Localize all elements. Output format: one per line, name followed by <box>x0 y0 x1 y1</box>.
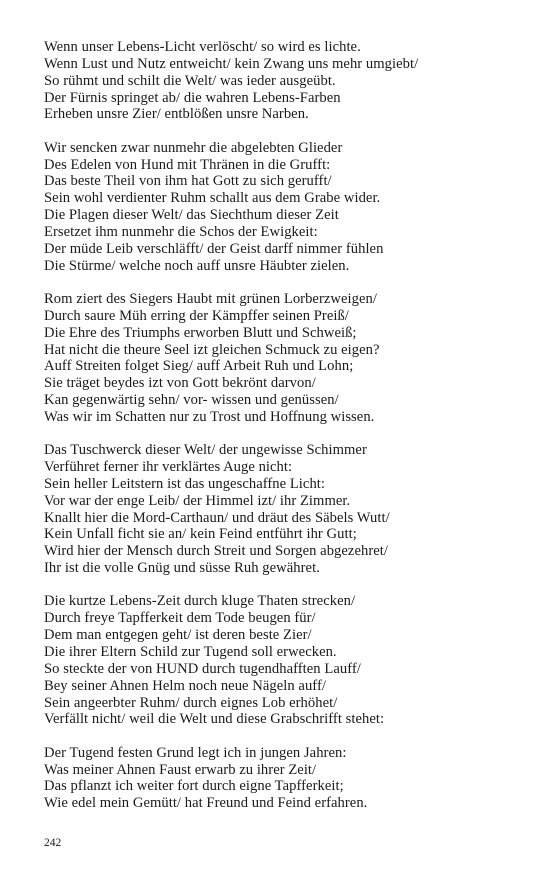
verse-line: Der Tugend festen Grund legt ich in jungen Jahren: <box>44 744 347 761</box>
verse-line: Was wir im Schatten nur zu Trost und Hoffnung wissen. <box>44 408 375 425</box>
stanza-4 <box>44 442 514 577</box>
verse-line: Verführet ferner ihr verklärtes Auge nicht: <box>44 459 293 476</box>
verse-line: Bey seiner Ahnen Helm noch neue Nägeln auff/ <box>44 677 326 694</box>
stanza-6 <box>44 745 514 812</box>
verse-line: Kein Unfall ficht sie an/ kein Feind entführt ihr Gutt; <box>44 526 357 543</box>
verse-line: Ihr ist die volle Gnüg und süsse Ruh gewähret. <box>44 560 320 577</box>
verse-line: Erheben unsre Zier/ entblößen unsre Narben. <box>44 106 309 123</box>
verse-line: Das beste Theil von ihm hat Gott zu sich gerufft/ <box>44 173 332 190</box>
verse-line: Auff Streiten folget Sieg/ auff Arbeit Ruh und Lohn; <box>44 358 354 375</box>
page-number: 242 <box>44 837 62 849</box>
verse-line: Dem man entgegen geht/ ist deren beste Zier/ <box>44 627 312 644</box>
verse-line: Wir sencken zwar nunmehr die abgelebten Glieder <box>44 139 343 156</box>
verse-line: Des Edelen von Hund mit Thränen in die Grufft: <box>44 156 331 173</box>
verse-line: Das Tuschwerck dieser Welt/ der ungewisse Schimmer <box>44 442 367 459</box>
verse-line: Die Plagen dieser Welt/ das Siechthum dieser Zeit <box>44 207 339 224</box>
verse-line: Das pflanzt ich weiter fort durch eigne Tapfferkeit; <box>44 778 344 795</box>
verse-line: Wie edel mein Gemütt/ hat Freund und Feind erfahren. <box>44 795 368 812</box>
verse-line: Ersetzet ihm nunmehr die Schos der Ewigkeit: <box>44 223 318 240</box>
verse-line: Sie träget beydes izt von Gott bekrönt darvon/ <box>44 375 316 392</box>
verse-line: Kan gegenwärtig sehn/ vor- wissen und genüssen/ <box>44 392 339 409</box>
stanza-3 <box>44 291 514 426</box>
verse-line: Was meiner Ahnen Faust erwarb zu ihrer Zeit/ <box>44 761 317 778</box>
poem-text <box>44 39 514 829</box>
verse-line: Die ihrer Eltern Schild zur Tugend soll erwecken. <box>44 644 337 660</box>
verse-line: Sein angeerbter Ruhm/ durch eignes Lob erhöhet/ <box>44 694 338 711</box>
verse-line: Der Fürnis springet ab/ die wahren Lebens-Farben <box>44 89 341 106</box>
verse-line: Die Stürme/ welche noch auff unsre Häubter zielen. <box>44 257 350 274</box>
verse-line: Durch freye Tapfferkeit dem Tode beugen für/ <box>44 610 316 627</box>
verse-line: Sein heller Leitstern ist das ungeschaffne Licht: <box>44 475 325 492</box>
verse-line: Vor war der enge Leib/ der Himmel izt/ ihr Zimmer. <box>44 492 351 509</box>
verse-line: Knallt hier die Mord-Carthaun/ und dräut des Säbels Wutt/ <box>44 509 390 526</box>
stanza-5 <box>44 593 514 728</box>
verse-line: Wenn unser Lebens-Licht verlöscht/ so wird es lichte. <box>44 39 361 55</box>
verse-line: Wird hier der Mensch durch Streit und Sorgen abgezehret/ <box>44 543 388 560</box>
verse-line: Der müde Leib verschläfft/ der Geist darff nimmer fühlen <box>44 240 384 257</box>
verse-line: Verfällt nicht/ weil die Welt und diese Grabschrifft stehet: <box>44 711 385 728</box>
verse-line: Sein wohl verdienter Ruhm schallt aus dem Grabe wider. <box>44 190 381 207</box>
stanza-2 <box>44 140 514 275</box>
stanza-1 <box>44 39 514 123</box>
verse-line: Rom ziert des Siegers Haubt mit grünen Lorberzweigen/ <box>44 290 377 307</box>
verse-line: Hat nicht die theure Seel izt gleichen Schmuck zu eigen? <box>44 341 380 358</box>
verse-line: Die Ehre des Triumphs erworben Blutt und Schweiß; <box>44 324 357 341</box>
verse-line: So rühmt und schilt die Welt/ was ieder ausgeübt. <box>44 72 336 89</box>
verse-line: Wenn Lust und Nutz entweicht/ kein Zwang uns mehr umgiebt/ <box>44 55 419 72</box>
verse-line: So steckte der von HUND durch tugendhafften Lauff/ <box>44 660 361 677</box>
verse-line: Die kurtze Lebens-Zeit durch kluge Thaten strecken/ <box>44 593 356 610</box>
verse-line: Durch saure Müh erring der Kämpffer seinen Preiß/ <box>44 307 349 324</box>
